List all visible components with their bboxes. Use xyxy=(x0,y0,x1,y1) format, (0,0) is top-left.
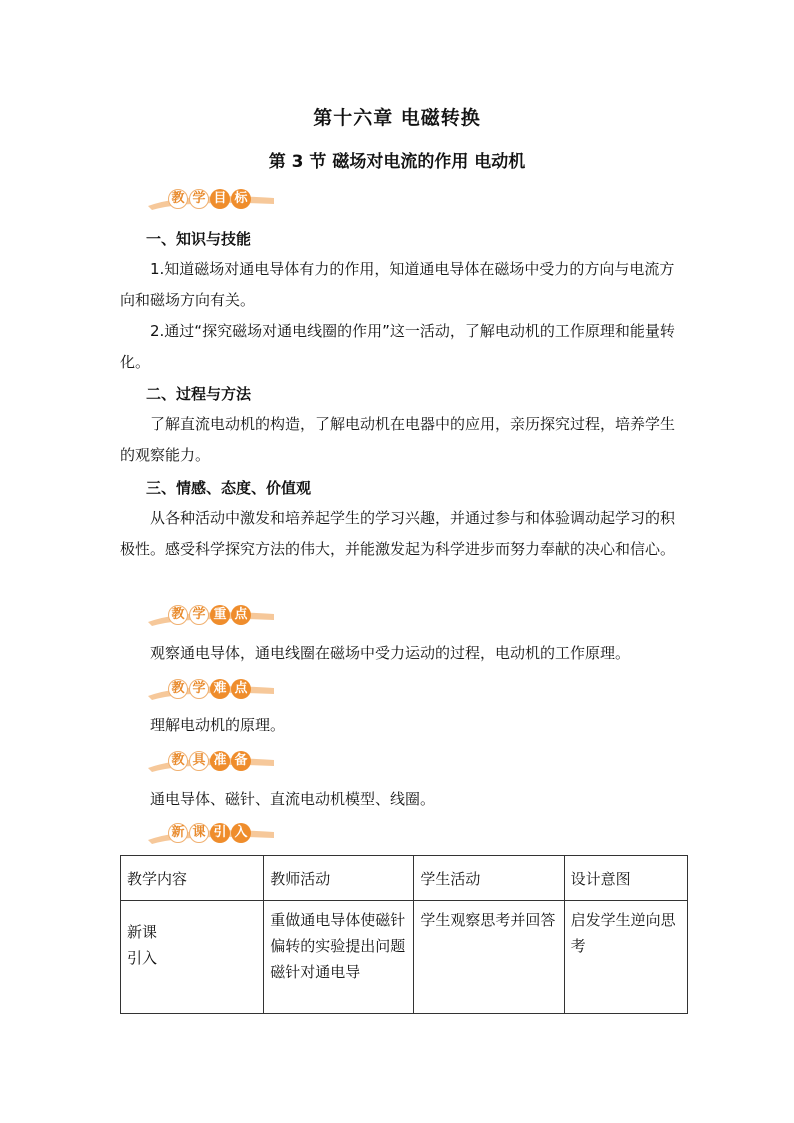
badge-key-points xyxy=(146,602,286,628)
badge-char: 目 xyxy=(210,189,230,209)
paragraph-materials: 通电导体、磁针、直流电动机模型、线圈。 xyxy=(150,790,436,808)
table-header-row xyxy=(121,856,688,901)
paragraph-difficulties: 理解电动机的原理。 xyxy=(150,716,286,734)
paragraph-knowledge-1: 1.知道磁场对通电导体有力的作用，知道通电导体在磁场中受力的方向与电流方向和磁场方向有关。 xyxy=(120,260,675,309)
heading-emotion-values: 三、情感、态度、价值观 xyxy=(146,479,312,497)
badge-char: 学 xyxy=(189,679,209,699)
table-cell-intent: 启发学生逆向思考 xyxy=(564,901,687,1014)
heading-process-methods: 二、过程与方法 xyxy=(146,385,252,403)
badge-char: 教 xyxy=(168,679,188,699)
badge-char: 学 xyxy=(189,189,209,209)
paragraph-process: 了解直流电动机的构造，了解电动机在电器中的应用，亲历探究过程，培养学生的观察能力。 xyxy=(120,415,676,464)
badge-char: 具 xyxy=(189,751,209,771)
badge-char: 引 xyxy=(210,823,230,843)
badge-lesson-intro xyxy=(146,820,286,846)
badge-char: 入 xyxy=(231,823,251,843)
badge-difficulties xyxy=(146,676,286,702)
paragraph-emotion: 从各种活动中激发和培养起学生的学习兴趣，并通过参与和体验调动起学习的积极性。感受科学探究方法的伟大，并能激发起为科学进步而努力奉献的决心和信心。 xyxy=(120,509,676,558)
section-title: 第 3 节 磁场对电流的作用 电动机 xyxy=(268,152,526,172)
paragraph-knowledge-2: 2.通过“探究磁场对通电线圈的作用”这一活动，了解电动机的工作原理和能量转化。 xyxy=(120,322,675,371)
paragraph-key-points: 观察通电导体，通电线圈在磁场中受力运动的过程，电动机的工作原理。 xyxy=(150,644,631,662)
badge-char: 课 xyxy=(189,823,209,843)
badge-char: 标 xyxy=(231,189,251,209)
badge-char: 难 xyxy=(210,679,230,699)
badge-char: 教 xyxy=(168,605,188,625)
badge-char: 教 xyxy=(168,751,188,771)
table-cell-content: 新课 引入 xyxy=(121,901,264,1014)
table-header-cell: 学生活动 xyxy=(414,856,564,901)
badge-teaching-goals xyxy=(146,186,286,212)
table-cell-student: 学生观察思考并回答 xyxy=(414,901,564,1014)
table-header-cell: 教学内容 xyxy=(121,856,264,901)
heading-knowledge-skills: 一、知识与技能 xyxy=(146,230,252,248)
badge-char: 新 xyxy=(168,823,188,843)
badge-char: 点 xyxy=(231,605,251,625)
badge-char: 学 xyxy=(189,605,209,625)
table-cell-teacher: 重做通电导体使磁针偏转的实验提出问题 磁针对通电导 xyxy=(264,901,414,1014)
badge-char: 点 xyxy=(231,679,251,699)
table-row xyxy=(121,901,688,1014)
badge-char: 备 xyxy=(231,751,251,771)
badge-char: 重 xyxy=(210,605,230,625)
badge-materials xyxy=(146,748,286,774)
chapter-title: 第十六章 电磁转换 xyxy=(313,107,481,129)
badge-char: 准 xyxy=(210,751,230,771)
table-header-cell: 教师活动 xyxy=(264,856,414,901)
table-header-cell: 设计意图 xyxy=(564,856,687,901)
lesson-table xyxy=(120,855,688,1014)
badge-char: 教 xyxy=(168,189,188,209)
